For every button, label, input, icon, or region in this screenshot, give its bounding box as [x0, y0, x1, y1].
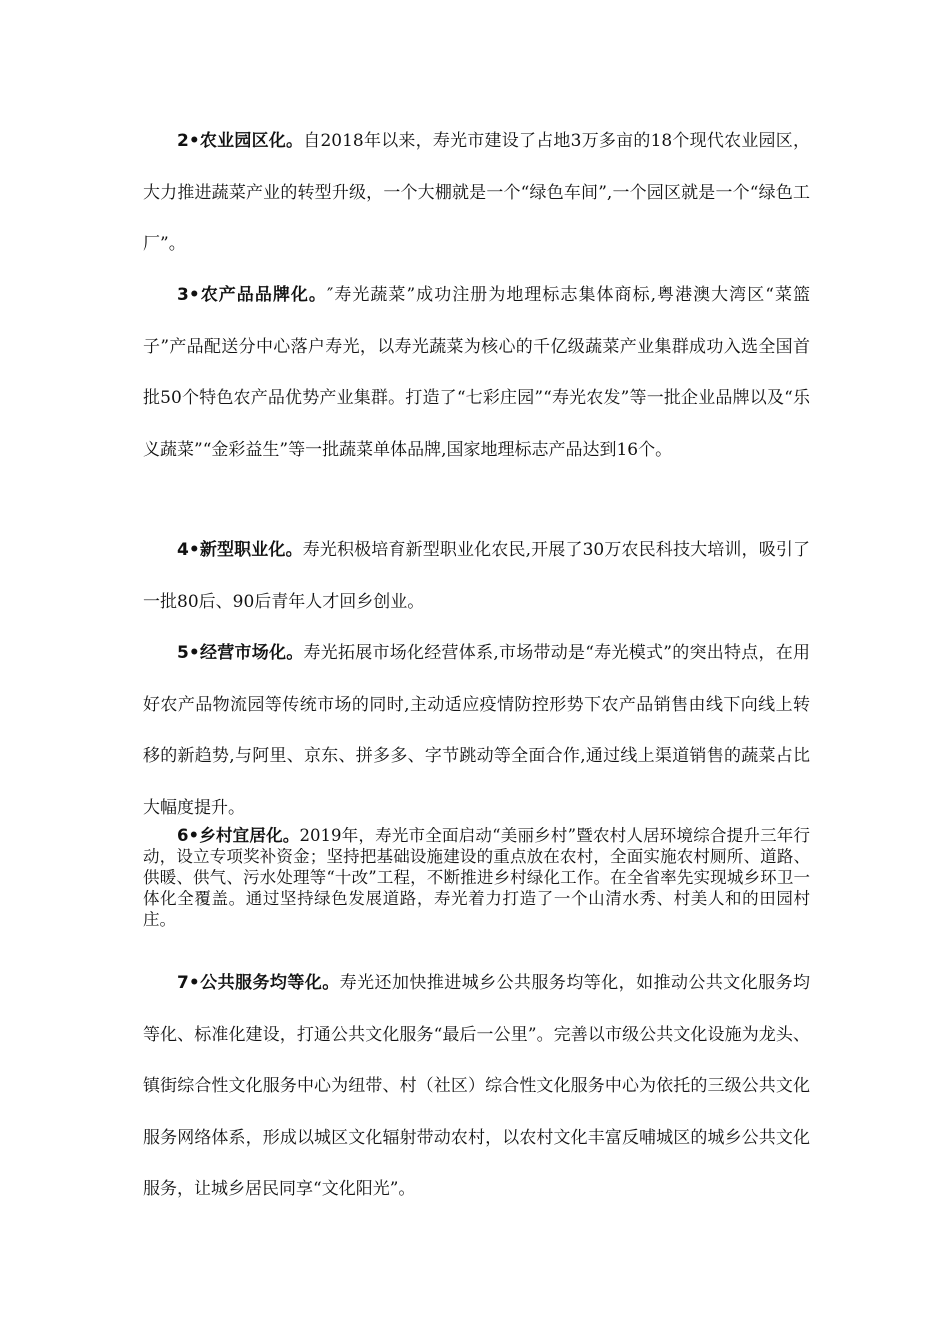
paragraph-livable-villages	[143, 825, 810, 930]
paragraph-market-operation	[143, 628, 810, 834]
paragraph-heading: 4•新型职业化。	[177, 540, 303, 560]
paragraph-body: 寿光积极培育新型职业化农民,开展了30万农民科技大培训，吸引了一批80后、90后青年人才回乡创业。	[143, 540, 810, 612]
paragraph-body: ″寿光蔬菜”成功注册为地理标志集体商标,粤港澳大湾区“菜篮子”产品配送分中心落户寿光，以寿光蔬菜为核心的千亿级蔬菜产业集群成功入选全国首批50个特色农产品优势产业集群。打造了“七彩庄园”“寿光农发”等一批企业品牌以及“乐义蔬菜”“金彩益生”等一批蔬菜单体品牌,国家地理标志产品达到16个。	[143, 285, 810, 460]
paragraph-product-branding	[143, 270, 810, 476]
paragraph-heading: 2•农业园区化。	[177, 131, 304, 151]
paragraph-body: 寿光拓展市场化经营体系,市场带动是“寿光模式”的突出特点，在用好农产品物流园等传统市场的同时,主动适应疫情防控形势下农产品销售由线下向线上转移的新趋势,与阿里、京东、拼多多、字节跳动等全面合作,通过线上渠道销售的蔬菜占比大幅度提升。	[143, 643, 810, 818]
paragraph-heading: 7•公共服务均等化。	[177, 973, 340, 993]
paragraph-heading: 3•农产品品牌化。	[177, 285, 327, 305]
paragraph-body: 寿光还加快推进城乡公共服务均等化，如推动公共文化服务均等化、标准化建设，打通公共文化服务“最后一公里”。完善以市级公共文化设施为龙头、镇街综合性文化服务中心为纽带、村（社区）综合性文化服务中心为依托的三级公共文化服务网络体系，形成以城区文化辐射带动农村，以农村文化丰富反哺城区的城乡公共文化服务，让城乡居民同享“文化阳光”。	[143, 973, 811, 1199]
paragraph-public-services	[143, 958, 810, 1216]
paragraph-body: 自2018年以来，寿光市建设了占地3万多亩的18个现代农业园区，大力推进蔬菜产业的转型升级，一个大棚就是一个“绿色车间”,一个园区就是一个“绿色工厂”。	[143, 131, 810, 254]
paragraph-body: 2019年，寿光市全面启动“美丽乡村”暨农村人居环境综合提升三年行动，设立专项奖补资金；坚持把基础设施建设的重点放在农村，全面实施农村厕所、道路、供暖、供气、污水处理等“十改”工程，不断推进乡村绿化工作。在全省率先实现城乡环卫一体化全覆盖。通过坚持绿色发展道路，寿光着力打造了一个山清水秀、村美人和的田园村庄。	[143, 826, 810, 929]
paragraph-agricultural-parks	[143, 116, 810, 271]
paragraph-heading: 6•乡村宜居化。	[177, 826, 300, 845]
paragraph-new-professional-farmers	[143, 525, 810, 628]
paragraph-heading: 5•经营市场化。	[177, 643, 304, 663]
